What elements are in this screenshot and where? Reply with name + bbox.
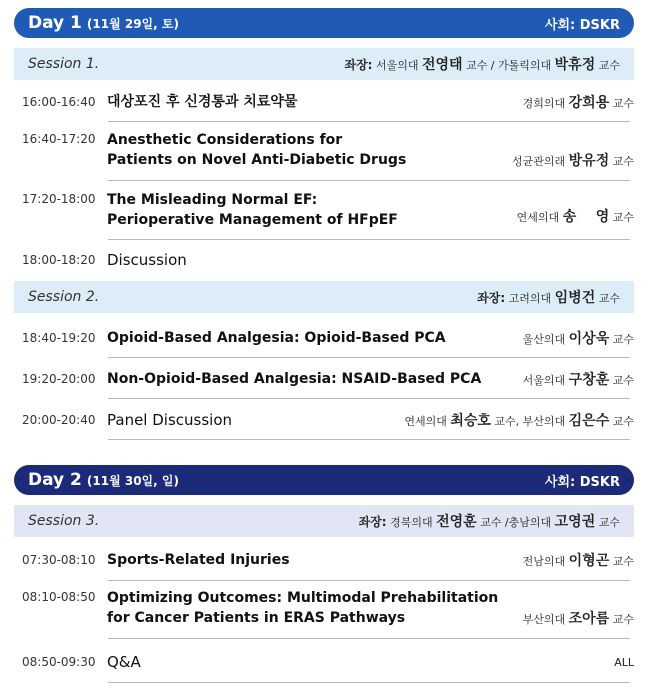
talk-speaker: 경희의대 강희용 교수 — [522, 95, 634, 111]
divider — [108, 638, 630, 639]
talk-speaker: 연세의대 최승호 교수, 부산의대 김은수 교수 — [404, 413, 634, 429]
session3-talk-2: 08:10-08:50 Optimizing Outcomes: Multimodal Prehabilitation for Cancer Patients in ERAS Pathways 부산의대 조아름 교수 — [22, 590, 634, 627]
session2-header — [14, 281, 634, 313]
session1-talk-2: 16:40-17:20 Anesthetic Considerations for Patients on Novel Anti-Diabetic Drugs 성균관의래 방유정 교수 — [22, 132, 634, 169]
session3-name: Session 3. — [28, 513, 100, 529]
session1-discussion: 18:00-18:20 Discussion — [22, 248, 634, 272]
divider — [108, 398, 630, 399]
divider — [108, 239, 630, 240]
day1-date: (11월 29일, 토) — [86, 17, 179, 31]
session2-panel: 20:00-20:40 Panel Discussion 연세의대 최승호 교수, 부산의대 김은수 교수 — [22, 411, 634, 429]
divider — [108, 357, 630, 358]
talk-title: Q&A — [107, 653, 141, 671]
talk-title: Discussion — [107, 251, 187, 269]
talk-title: Sports-Related Injuries — [107, 552, 290, 568]
session1-talk-3: 17:20-18:00 The Misleading Normal EF: Perioperative Management of HFpEF 연세의대 송 영 교수 — [22, 192, 634, 228]
day2-date: (11월 30일, 일) — [86, 474, 179, 488]
day1-moderator: 사회: DSKR — [544, 17, 620, 33]
talk-title: Opioid-Based Analgesia: Opioid-Based PCA — [107, 330, 446, 346]
divider — [108, 439, 630, 440]
talk-speaker: ALL — [614, 655, 634, 669]
session2-talk-1: 18:40-19:20 Opioid-Based Analgesia: Opioid-Based PCA 울산의대 이상욱 교수 — [22, 330, 634, 347]
session1-name: Session 1. — [28, 56, 100, 72]
session1-talk-1: 16:00-16:40 대상포진 후 신경통과 치료약물 경희의대 강희용 교수 — [22, 94, 634, 111]
talk-speaker: 전남의대 이형곤 교수 — [522, 553, 634, 569]
divider — [108, 580, 630, 581]
session2-name: Session 2. — [28, 289, 100, 305]
talk-speaker: 성균관의래 방유정 교수 — [512, 153, 634, 169]
session3-chairs: 좌장: 경북의대 전영훈 교수 /충남의대 고영권 교수 — [358, 514, 620, 530]
day2-moderator: 사회: DSKR — [544, 474, 620, 490]
session3-header — [14, 505, 634, 537]
talk-title: Non-Opioid-Based Analgesia: NSAID-Based PCA — [107, 371, 482, 387]
talk-speaker: 부산의대 조아름 교수 — [522, 611, 634, 627]
session3-qa: 08:50-09:30 Q&A ALL — [22, 653, 634, 671]
divider — [108, 682, 630, 683]
day1-header — [14, 8, 634, 38]
talk-title: Panel Discussion — [107, 411, 233, 429]
talk-speaker: 서울의대 구창훈 교수 — [522, 372, 634, 388]
day2-header — [14, 465, 634, 495]
session2-talk-2: 19:20-20:00 Non-Opioid-Based Analgesia: NSAID-Based PCA 서울의대 구창훈 교수 — [22, 371, 634, 388]
session1-header — [14, 48, 634, 80]
talk-title: Optimizing Outcomes: Multimodal Prehabilitation for Cancer Patients in ERAS Pathways — [107, 590, 499, 626]
talk-title: Anesthetic Considerations for Patients on Novel Anti-Diabetic Drugs — [107, 132, 407, 168]
day2-title: Day 2 — [28, 470, 82, 490]
divider — [108, 180, 630, 181]
session1-chairs: 좌장: 서울의대 전영태 교수 / 가톨릭의대 박휴정 교수 — [344, 57, 620, 73]
session3-talk-1: 07:30-08:10 Sports-Related Injuries 전남의대 이형곤 교수 — [22, 552, 634, 569]
day1-title: Day 1 — [28, 13, 82, 33]
talk-title: The Misleading Normal EF: Perioperative Management of HFpEF — [107, 192, 398, 228]
talk-speaker: 울산의대 이상욱 교수 — [522, 331, 634, 347]
divider — [108, 121, 630, 122]
session2-chairs: 좌장: 고려의대 임병건 교수 — [477, 290, 620, 306]
talk-title: 대상포진 후 신경통과 치료약물 — [107, 94, 298, 110]
talk-speaker: 연세의대 송 영 교수 — [516, 209, 634, 225]
